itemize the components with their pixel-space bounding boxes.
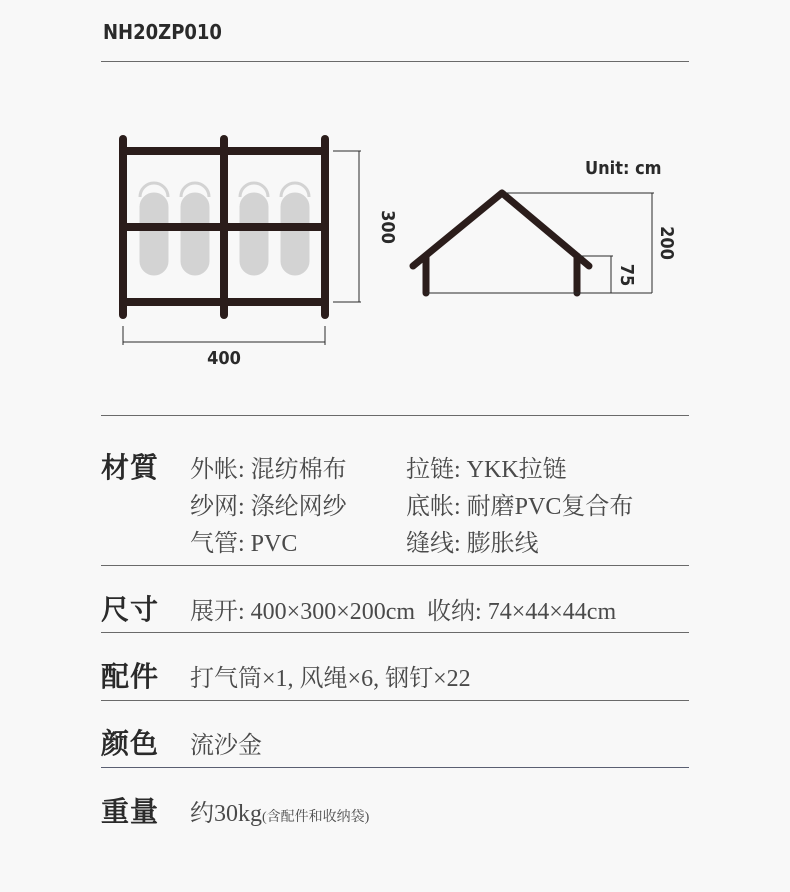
tent-dimension-diagram bbox=[0, 0, 790, 420]
spec-label: 材質 bbox=[101, 451, 160, 484]
spec-label: 重量 bbox=[101, 795, 160, 828]
spec-row-size bbox=[101, 588, 691, 626]
width-dimension-label: 400 bbox=[207, 348, 241, 369]
spec-value: 展开: 400×300×200cm 收纳: 74×44×44cm bbox=[190, 599, 617, 625]
tent-floor-plan bbox=[123, 139, 325, 315]
spec-divider bbox=[101, 565, 689, 566]
spec-label: 配件 bbox=[101, 660, 160, 693]
spec-divider bbox=[101, 767, 689, 768]
spec-row-material bbox=[101, 446, 691, 556]
spec-label: 颜色 bbox=[101, 727, 160, 760]
unit-label: Unit: cm bbox=[585, 158, 662, 179]
spec-item: 拉链: YKK拉链 bbox=[406, 457, 567, 483]
spec-item: 纱网: 涤纶网纱 bbox=[190, 494, 347, 520]
wall-height-dimension-label: 75 bbox=[616, 263, 637, 287]
spec-item: 外帐: 混纺棉布 bbox=[190, 457, 347, 483]
spec-label: 尺寸 bbox=[101, 593, 160, 626]
spec-item: 缝线: 膨胀线 bbox=[406, 531, 539, 557]
depth-dimension-label: 300 bbox=[377, 210, 398, 244]
diagram-divider bbox=[101, 415, 689, 416]
spec-item: 气管: PVC bbox=[190, 531, 298, 557]
spec-value bbox=[190, 793, 369, 828]
weight-value: 约30kg bbox=[190, 801, 262, 827]
tent-side-profile bbox=[413, 193, 589, 293]
spec-row-color bbox=[101, 722, 691, 760]
weight-note: (含配件和收纳袋) bbox=[262, 810, 370, 825]
spec-row-accessories bbox=[101, 655, 691, 693]
height-dimension-label: 200 bbox=[656, 226, 677, 260]
spec-divider bbox=[101, 632, 689, 633]
spec-value: 流沙金 bbox=[190, 733, 262, 759]
model-number: NH20ZP010 bbox=[103, 20, 222, 44]
spec-row-weight bbox=[101, 790, 691, 828]
spec-value: 打气筒×1, 风绳×6, 钢钉×22 bbox=[190, 666, 471, 692]
spec-item: 底帐: 耐磨PVC复合布 bbox=[406, 494, 634, 520]
spec-divider bbox=[101, 700, 689, 701]
